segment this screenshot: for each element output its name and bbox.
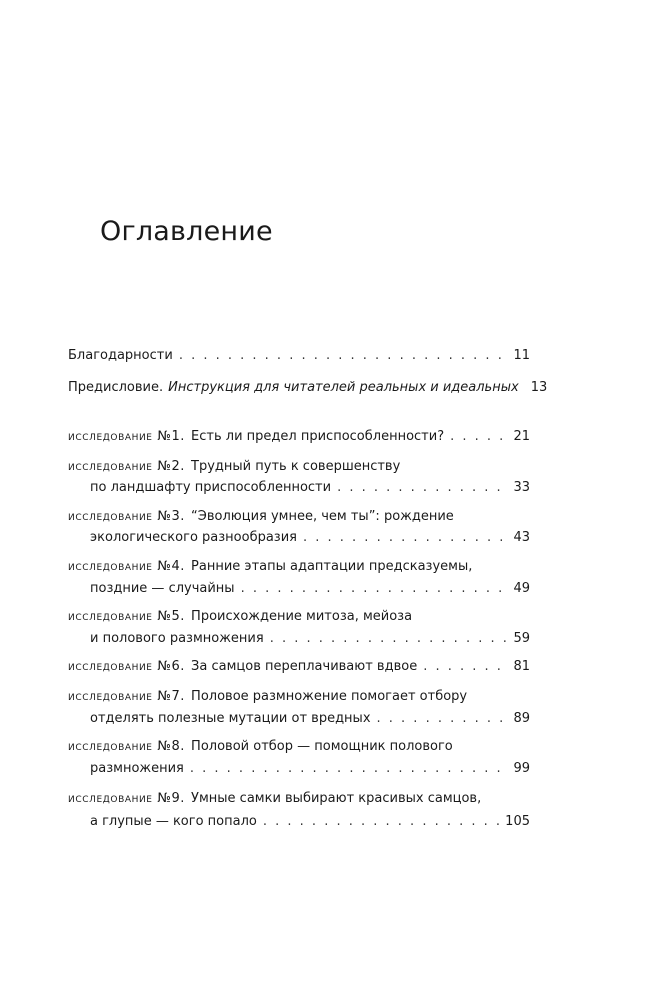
entry-text: Происхождение митоза, мейоза xyxy=(191,609,413,624)
dot-leader xyxy=(241,580,508,598)
page-number: 89 xyxy=(513,711,530,726)
toc-entry-study-6[interactable] xyxy=(68,658,530,676)
entry-text-cont: и полового размножения xyxy=(90,631,264,646)
toc-entry-study-4-cont[interactable] xyxy=(90,580,530,598)
toc-entry-study-7-cont[interactable] xyxy=(90,710,530,728)
entry-text: За самцов переплачивают вдвое xyxy=(191,659,418,674)
page-number: 99 xyxy=(513,761,530,776)
toc-entry-study-9-cont[interactable] xyxy=(90,813,530,831)
study-label: исследование №2. xyxy=(68,459,186,474)
page-number: 43 xyxy=(513,530,530,545)
entry-text: Благодарности xyxy=(68,348,173,363)
toc-entry-acknowledgements[interactable] xyxy=(68,347,530,365)
page-number: 59 xyxy=(513,631,530,646)
entry-subtitle: Инструкция для читателей реальных и идеальных xyxy=(168,380,519,395)
toc-entry-study-3[interactable] xyxy=(68,508,530,526)
page-number: 33 xyxy=(513,480,530,495)
entry-text-cont: размножения xyxy=(90,761,184,776)
toc-entry-study-8[interactable] xyxy=(68,738,530,756)
entry-text-cont: экологического разнообразия xyxy=(90,530,297,545)
entry-text: Предисловие. xyxy=(68,380,164,395)
study-label: исследование №1. xyxy=(68,429,186,444)
toc-entry-study-2-cont[interactable] xyxy=(90,479,530,497)
dot-leader xyxy=(270,630,508,648)
study-label: исследование №3. xyxy=(68,509,186,524)
dot-leader xyxy=(179,347,508,365)
entry-text: Есть ли предел приспособленности? xyxy=(191,429,445,444)
toc-entry-study-7[interactable] xyxy=(68,688,530,706)
entry-text-cont: по ландшафту приспособленности xyxy=(90,480,332,495)
dot-leader xyxy=(337,479,507,497)
page-number: 49 xyxy=(513,581,530,596)
entry-text-cont: а глупые — кого попало xyxy=(90,814,257,829)
study-label: исследование №5. xyxy=(68,609,186,624)
entry-text-cont: поздние — случайны xyxy=(90,581,235,596)
dot-leader xyxy=(423,658,507,676)
toc-entry-study-2[interactable] xyxy=(68,458,530,476)
study-label: исследование №4. xyxy=(68,559,186,574)
entry-text: Половой отбор — помощник полового xyxy=(191,739,453,754)
study-label: исследование №7. xyxy=(68,689,186,704)
toc-entry-study-5-cont[interactable] xyxy=(90,630,530,648)
study-label: исследование №9. xyxy=(68,791,186,806)
page-number: 13 xyxy=(530,380,548,395)
page-number: 21 xyxy=(513,429,530,444)
toc-entry-study-5[interactable] xyxy=(68,608,530,626)
page-number: 81 xyxy=(513,659,530,674)
page-title: Оглавление xyxy=(100,216,273,247)
entry-text: “Эволюция умнее, чем ты”: рождение xyxy=(191,509,454,524)
page-number: 11 xyxy=(513,348,530,363)
entry-text: Трудный путь к совершенству xyxy=(191,459,401,474)
entry-text-cont: отделять полезные мутации от вредных xyxy=(90,711,371,726)
entry-text: Ранние этапы адаптации предсказуемы, xyxy=(191,559,473,574)
dot-leader xyxy=(263,813,499,831)
study-label: исследование №6. xyxy=(68,659,186,674)
dot-leader xyxy=(190,760,508,778)
toc-entry-study-4[interactable] xyxy=(68,558,530,576)
toc-entry-study-3-cont[interactable] xyxy=(90,529,530,547)
page-number: 105 xyxy=(505,814,530,829)
entry-text: Умные самки выбирают красивых самцов, xyxy=(191,791,482,806)
entry-text: Половое размножение помогает отбору xyxy=(191,689,468,704)
study-label: исследование №8. xyxy=(68,739,186,754)
toc-entry-study-1[interactable] xyxy=(68,428,530,446)
toc-entry-preface[interactable] xyxy=(68,379,548,397)
toc-entry-study-8-cont[interactable] xyxy=(90,760,530,778)
dot-leader xyxy=(303,529,507,547)
dot-leader xyxy=(450,428,507,446)
dot-leader xyxy=(377,710,508,728)
toc-entry-study-9[interactable] xyxy=(68,790,530,808)
